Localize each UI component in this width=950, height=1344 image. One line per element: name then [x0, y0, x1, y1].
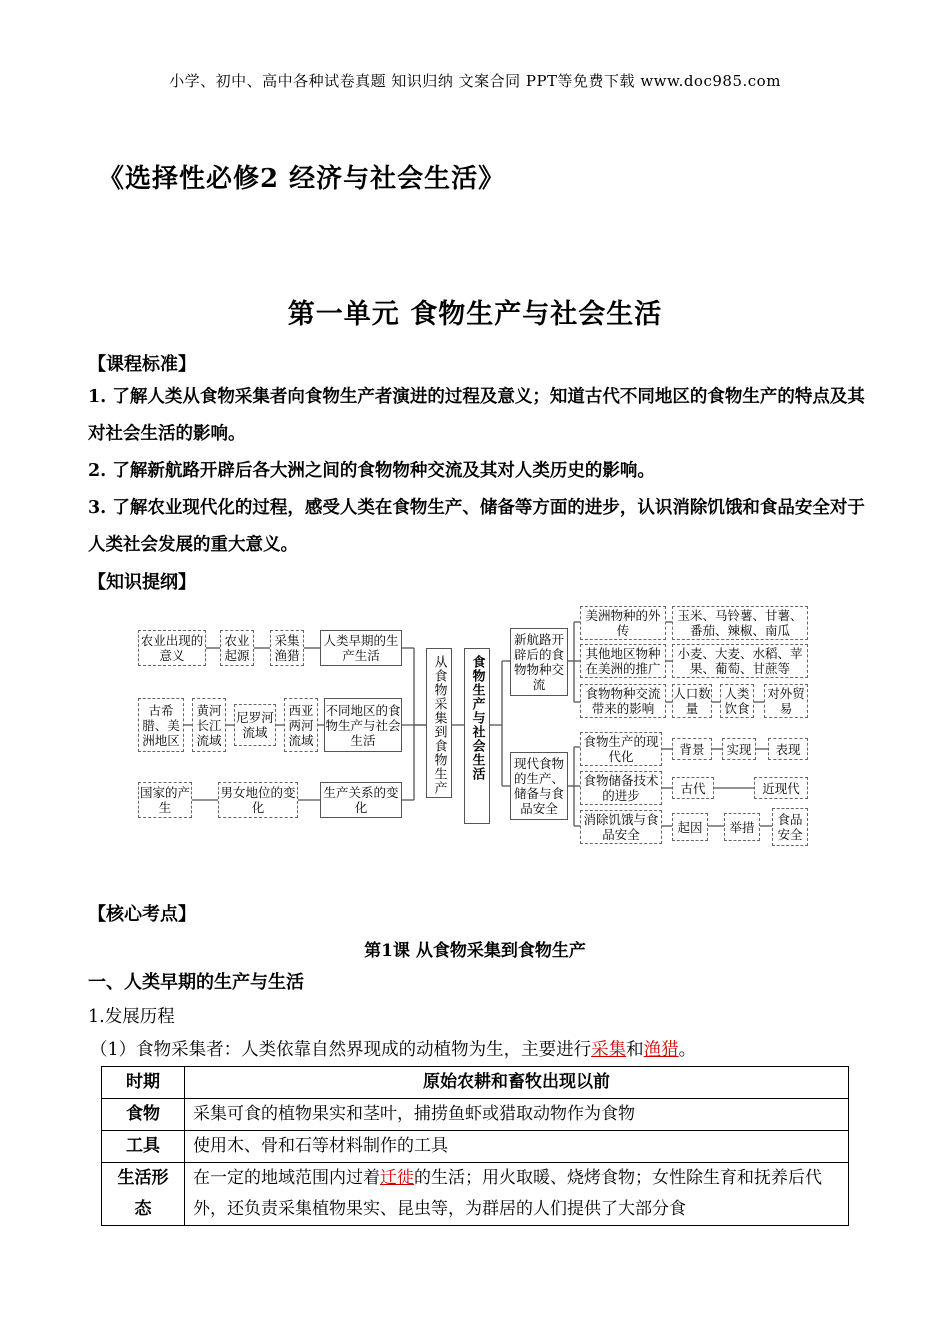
- table-header-cell: 原始农耕和畜牧出现以前: [185, 1067, 849, 1099]
- mm-box: 食物储备技术的进步: [580, 771, 662, 805]
- mm-box: 食物物种交流带来的影响: [580, 684, 666, 718]
- text: 在一定的地域范围内过着: [193, 1168, 380, 1188]
- mm-box: 古希腊、美洲地区: [138, 698, 184, 752]
- mm-box: 实现: [722, 738, 756, 760]
- mm-branch-2: 现代食物的生产、储备与食品安全: [510, 752, 568, 820]
- row-label: [102, 1163, 185, 1226]
- mm-box: 背景: [672, 738, 712, 760]
- table-row: [102, 1163, 849, 1226]
- standard-3: 3. 了解农业现代化的过程，感受人类在食物生产、储备等方面的进步，认识消除饥饿和食品安全对于人类社会发展的重大意义。: [88, 498, 865, 555]
- unit-title: 第一单元 食物生产与社会生活: [287, 299, 663, 330]
- lesson-title: 第1课 从食物采集到食物生产: [364, 941, 586, 961]
- mm-box: 人类早期的生产生活: [320, 630, 402, 666]
- row-label: 工具: [102, 1131, 185, 1163]
- mm-box: 玉米、马铃薯、甘薯、番茄、辣椒、南瓜: [672, 606, 808, 640]
- mm-box: 西亚两河流域: [284, 698, 318, 752]
- table-header-cell: 时期: [102, 1067, 185, 1099]
- mm-box: 对外贸易: [764, 684, 808, 718]
- page-header: 小学、初中、高中各种试卷真题 知识归纳 文案合同 PPT等免费下载 www.doc985.com: [169, 72, 781, 90]
- standard-2: 2. 了解新航路开辟后各大洲之间的食物物种交流及其对人类历史的影响。: [88, 461, 655, 481]
- mm-box: 古代: [672, 777, 714, 799]
- table-row: [102, 1131, 849, 1163]
- stage-table: [101, 1066, 849, 1226]
- mm-box: 生产关系的变化: [320, 782, 402, 818]
- mm-box: 黄河长江流域: [192, 698, 226, 752]
- core-heading: 【核心考点】: [88, 904, 196, 925]
- outline-heading: 【知识提纲】: [88, 572, 196, 593]
- mm-box: 食物生产的现代化: [580, 732, 662, 766]
- mm-box: 不同地区的食物生产与社会生活: [324, 698, 402, 752]
- mm-box: 表现: [768, 738, 808, 760]
- keyword: 渔猎: [643, 1040, 679, 1060]
- mm-box: 男女地位的变化: [218, 782, 298, 818]
- row-label: 食物: [102, 1099, 185, 1131]
- text: 。: [678, 1040, 697, 1060]
- keyword: 迁徙: [380, 1168, 414, 1188]
- mm-box: 人类饮食: [720, 684, 754, 718]
- mm-box: 农业出现的意义: [138, 630, 206, 666]
- table-header-row: [102, 1067, 849, 1099]
- mm-branch-1: 新航路开辟后的食物物种交流: [510, 628, 568, 696]
- book-title: 《选择性必修2 经济与社会生活》: [98, 164, 506, 194]
- mm-box: 近现代: [754, 777, 808, 799]
- standard-1: 1. 了解人类从食物采集者向食物生产者演进的过程及意义；知道古代不同地区的食物生产的特点及其对社会生活的影响。: [88, 387, 865, 444]
- mm-box: 举措: [724, 813, 760, 841]
- mm-box: 美洲物种的外传: [580, 606, 666, 640]
- mm-box: 食品安全: [772, 808, 808, 846]
- mm-box: 其他地区物种在美洲的推广: [580, 644, 666, 678]
- table-row: [102, 1099, 849, 1131]
- subsection-heading: 1.发展历程: [88, 1007, 175, 1027]
- row-text: 使用木、骨和石等材料制作的工具: [185, 1131, 849, 1163]
- row-text: 采集可食的植物果实和茎叶，捕捞鱼虾或猎取动物作为食物: [185, 1099, 849, 1131]
- mm-box: 人口数量: [673, 686, 711, 716]
- mm-box: 采集渔猎: [270, 630, 304, 666]
- mm-box: 国家的产生: [138, 782, 192, 818]
- mm-box: 消除饥饿与食品安全: [580, 810, 662, 844]
- mm-center-1: 从食物采集到食物生产: [426, 648, 452, 798]
- text: （1）食物采集者：人类依靠自然界现成的动植物为生，主要进行: [90, 1040, 592, 1060]
- mm-box: 尼罗河流域: [234, 704, 276, 746]
- text: 和: [626, 1040, 644, 1060]
- mm-center-2: 食物生产与社会生活: [464, 648, 490, 824]
- mm-box: 小麦、大麦、水稻、苹果、葡萄、甘蔗等: [672, 644, 808, 678]
- text: 的生活；用火取暖、烧烤食物；女性除生育和抚养后代外，还负责采集植物果实、昆虫等，为群居的人们提供了大部分食: [193, 1168, 822, 1219]
- course-standard-heading: 【课程标准】: [88, 354, 196, 375]
- row-text: [185, 1163, 849, 1226]
- keyword: 采集: [591, 1040, 627, 1060]
- label-part: 生活形: [117, 1168, 169, 1188]
- knowledge-mindmap: [134, 604, 818, 848]
- mm-box: 农业起源: [220, 630, 254, 666]
- label-part: 态: [134, 1199, 152, 1219]
- paragraph-1: [90, 1036, 696, 1061]
- section-heading: 一、人类早期的生产与生活: [88, 972, 304, 993]
- mm-box: 起因: [672, 813, 708, 841]
